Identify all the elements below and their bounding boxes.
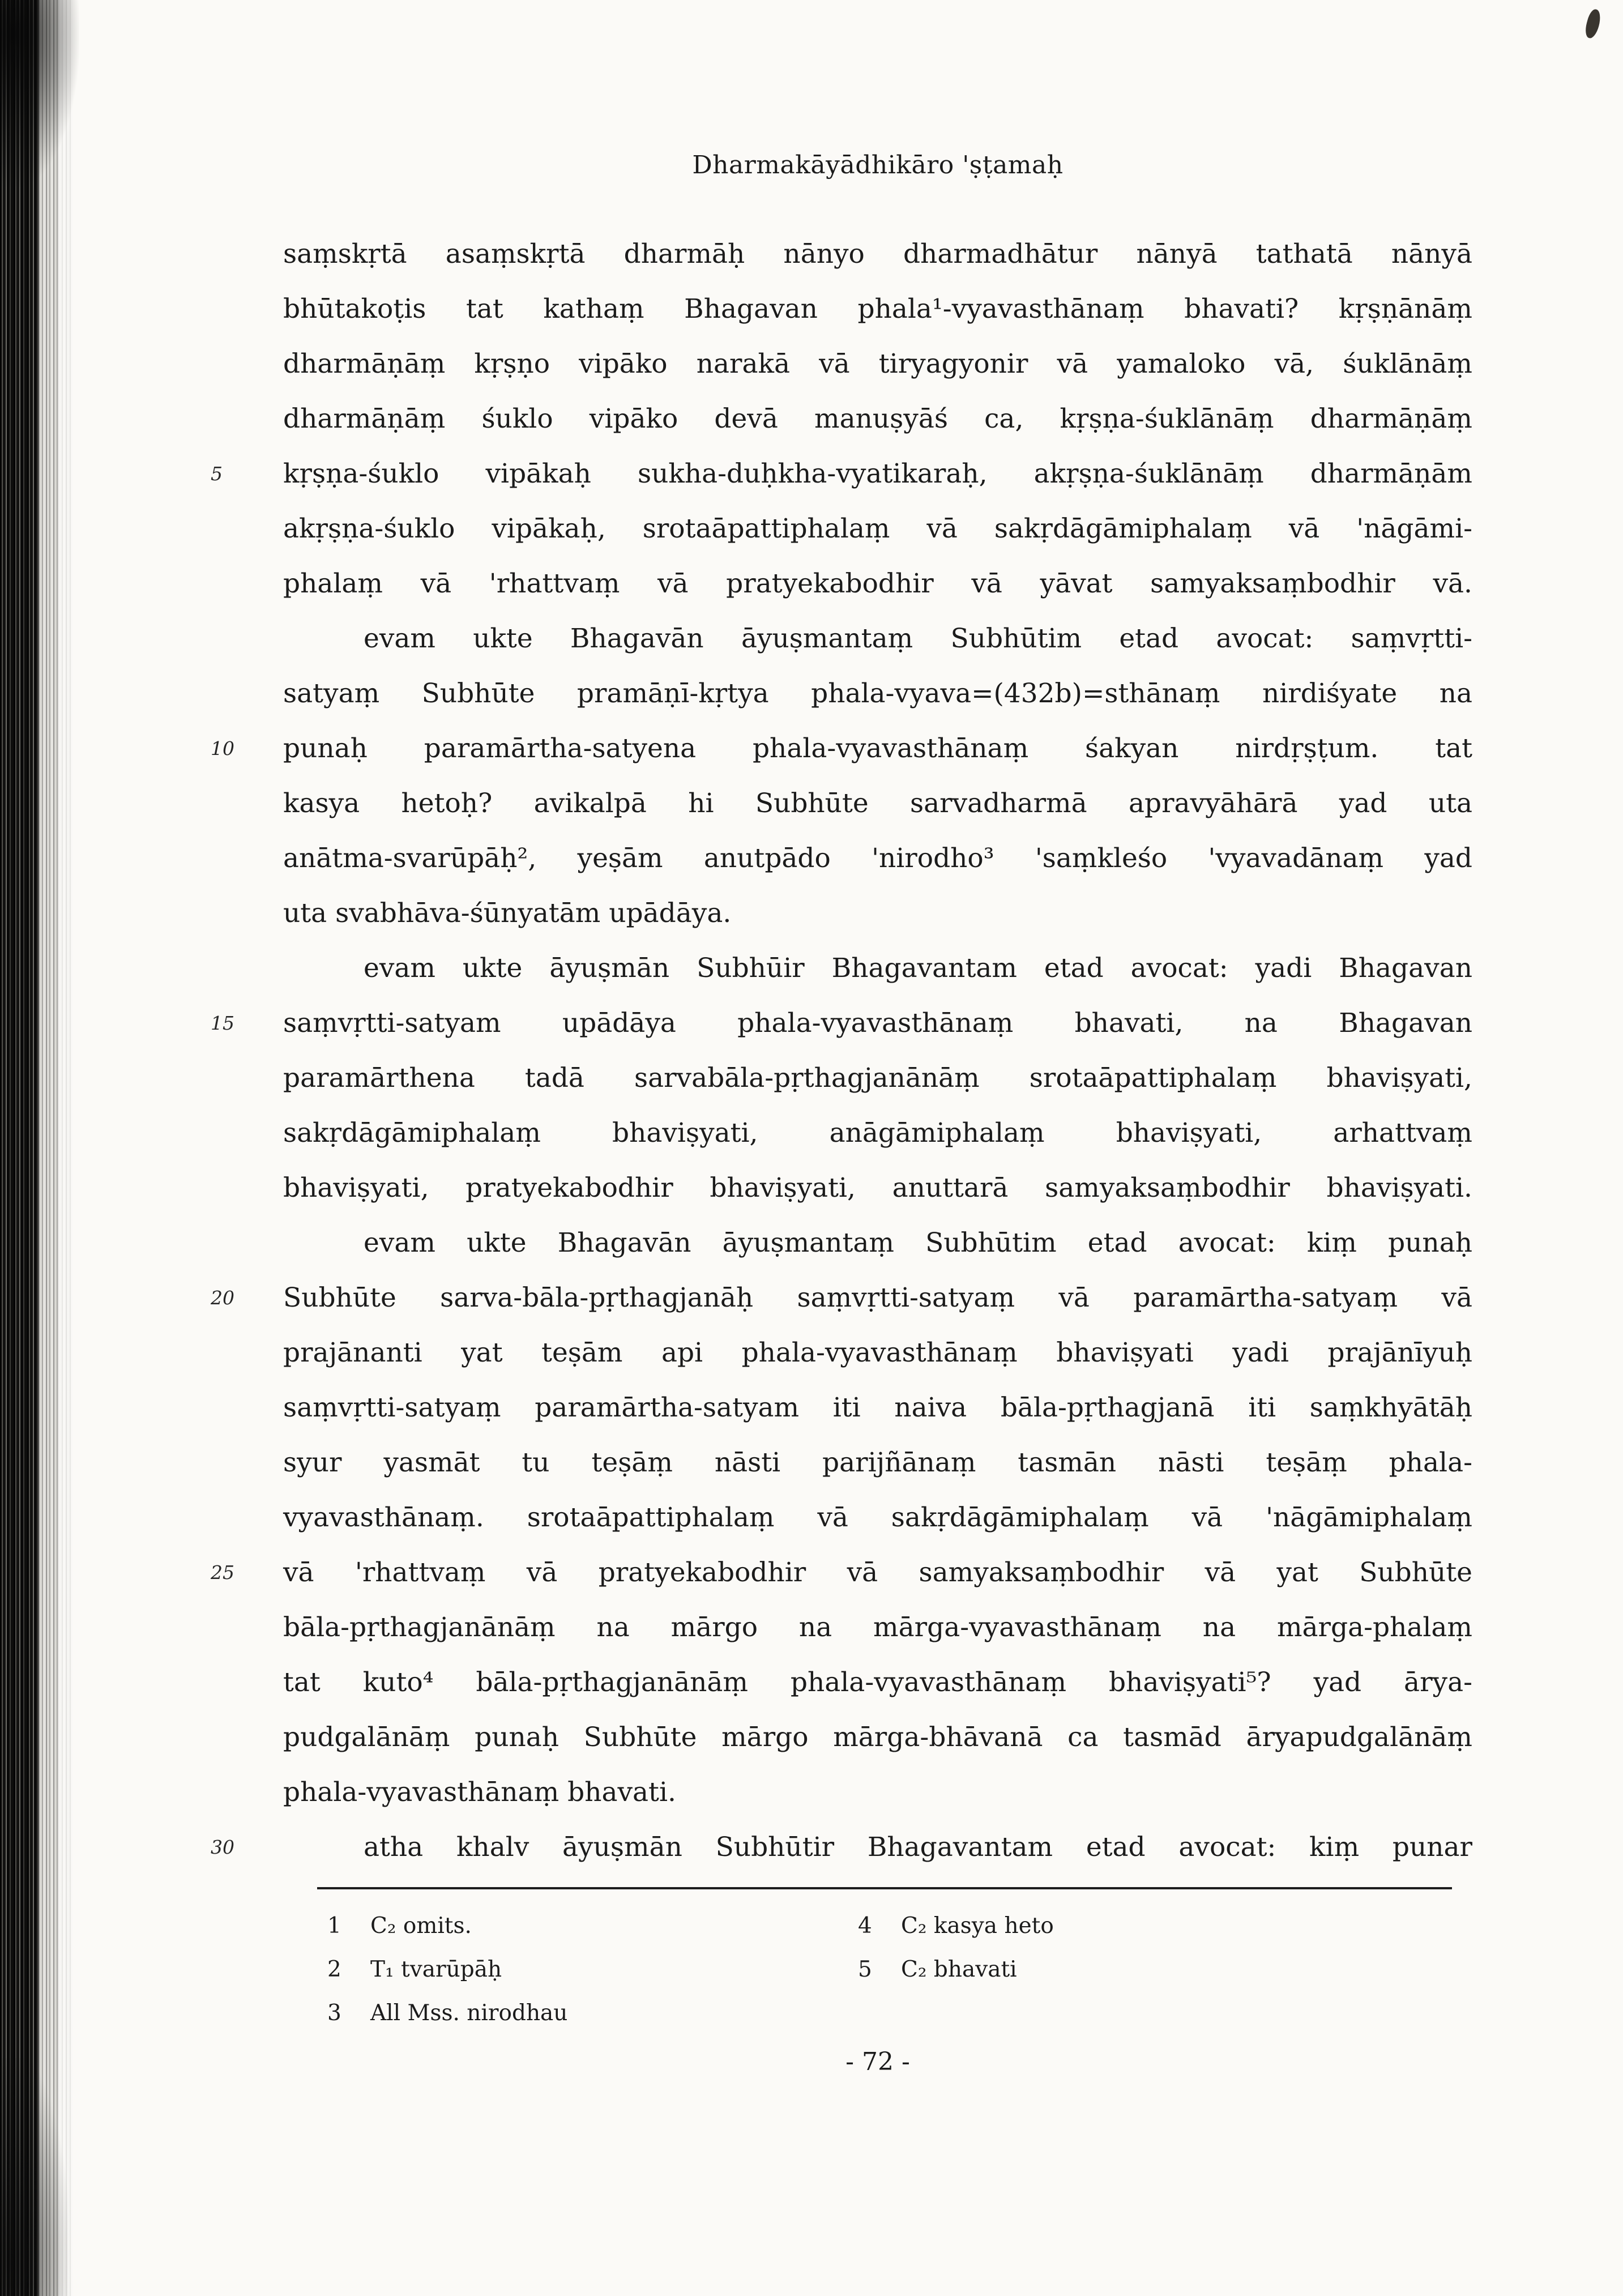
line-text: evam ukte Bhagavān āyuṣmantaṃ Subhūtim etad avocat: saṃvṛtti-: [364, 623, 1472, 654]
footnote-number: 2: [327, 1957, 341, 1982]
text-line: [283, 1160, 1472, 1215]
margin-line-number: 15: [211, 1012, 234, 1034]
binding-shadow-faint: [58, 0, 72, 2296]
page-number: - 72 -: [845, 2047, 910, 2076]
line-text: dharmāṇāṃ kṛṣṇo vipāko narakā vā tiryagyonir vā yamaloko vā, śuklānāṃ: [283, 348, 1472, 379]
line-text: punaḥ paramārtha-satyena phala-vyavasthānaṃ śakyan nirdṛṣṭum. tat: [283, 733, 1472, 764]
footnote: [858, 1904, 1368, 1948]
running-header: Dharmakāyādhikāro 'ṣṭamaḥ: [692, 151, 1064, 180]
footnote-text: C₂ kasya heto: [901, 1913, 1054, 1939]
margin-line-number: 10: [211, 737, 234, 759]
line-text: bhūtakoṭis tat kathaṃ Bhagavan phala¹-vyavasthānaṃ bhavati? kṛṣṇānāṃ: [283, 293, 1472, 325]
line-text: paramārthena tadā sarvabāla-pṛthagjanānāṃ srotaāpattiphalaṃ bhaviṣyati,: [283, 1062, 1472, 1094]
line-text: saṃskṛtā asaṃskṛtā dharmāḥ nānyo dharmadhātur nānyā tathatā nānyā: [283, 238, 1472, 270]
margin-line-number: 5: [211, 463, 223, 485]
text-line: [283, 666, 1472, 721]
text-line: [283, 1600, 1472, 1655]
text-line: [283, 1435, 1472, 1490]
text-line: [283, 776, 1472, 831]
line-text: prajānanti yat teṣām api phala-vyavasthānaṃ bhaviṣyati yadi prajānīyuḥ: [283, 1337, 1472, 1368]
line-text: evam ukte Bhagavān āyuṣmantaṃ Subhūtim etad avocat: kiṃ punaḥ: [364, 1227, 1472, 1258]
margin-line-number: 25: [211, 1561, 234, 1584]
text-line: [211, 1545, 1472, 1600]
text-line: [283, 831, 1472, 886]
text-line: [283, 227, 1472, 281]
text-line: [283, 1106, 1472, 1160]
text-line: [283, 1380, 1472, 1435]
line-text: bāla-pṛthagjanānāṃ na mārgo na mārga-vyavasthānaṃ na mārga-phalaṃ: [283, 1612, 1472, 1643]
line-text: atha khalv āyuṣmān Subhūtir Bhagavantam etad avocat: kiṃ punar: [364, 1832, 1472, 1863]
text-line: [283, 391, 1472, 446]
footnote-column-right: [858, 1904, 1368, 1991]
text-line: [283, 556, 1472, 611]
text-line: [283, 336, 1472, 391]
footnote-number: 3: [327, 2000, 341, 2026]
line-text: phala-vyavasthānaṃ bhavati.: [283, 1777, 676, 1808]
text-line: [283, 941, 1472, 996]
text-line: [211, 446, 1472, 501]
footnote: [327, 1991, 837, 2035]
binding-shadow-fade: [39, 0, 58, 2296]
footnote-text: C₂ omits.: [370, 1913, 472, 1939]
scan-artifact-top-right: [1583, 8, 1603, 40]
footnote-number: 4: [858, 1913, 872, 1939]
line-text: kṛṣṇa-śuklo vipākaḥ sukha-duḥkha-vyatikaraḥ, akṛṣṇa-śuklānāṃ dharmāṇām: [283, 458, 1472, 489]
footnotes: [283, 1904, 1472, 2040]
line-text: kasya hetoḥ? avikalpā hi Subhūte sarvadharmā apravyāhārā yad uta: [283, 788, 1472, 819]
text-line: [283, 886, 1472, 941]
body-text-block: [211, 227, 1472, 1875]
line-text: saṃvṛtti-satyam upādāya phala-vyavasthānaṃ bhavati, na Bhagavan: [283, 1008, 1472, 1039]
scan-artifact-top-left: [0, 0, 79, 187]
text-line: [283, 611, 1472, 666]
line-text: saṃvṛtti-satyaṃ paramārtha-satyam iti naiva bāla-pṛthagjanā iti saṃkhyātāḥ: [283, 1392, 1472, 1423]
line-text: sakṛdāgāmiphalaṃ bhaviṣyati, anāgāmiphalaṃ bhaviṣyati, arhattvaṃ: [283, 1117, 1472, 1149]
line-text: vā 'rhattvaṃ vā pratyekabodhir vā samyaksaṃbodhir vā yat Subhūte: [283, 1557, 1472, 1588]
line-text: bhaviṣyati, pratyekabodhir bhaviṣyati, anuttarā samyaksaṃbodhir bhaviṣyati.: [283, 1172, 1472, 1204]
margin-line-number: 30: [211, 1836, 234, 1858]
line-text: Subhūte sarva-bāla-pṛthagjanāḥ saṃvṛtti-satyaṃ vā paramārtha-satyaṃ vā: [283, 1282, 1472, 1313]
text-line: [283, 281, 1472, 336]
text-line: [283, 501, 1472, 556]
text-line: [283, 1655, 1472, 1710]
line-text: satyaṃ Subhūte pramāṇī-kṛtya phala-vyava=(432b)=sthānaṃ nirdiśyate na: [283, 678, 1472, 709]
footnote-number: 5: [858, 1957, 872, 1982]
text-line: [283, 1710, 1472, 1765]
text-line: [283, 1215, 1472, 1270]
line-text: uta svabhāva-śūnyatām upādāya.: [283, 898, 732, 929]
line-text: vyavasthānaṃ. srotaāpattiphalaṃ vā sakṛdāgāmiphalaṃ vā 'nāgāmiphalaṃ: [283, 1502, 1472, 1533]
text-line: [283, 1051, 1472, 1106]
footnote-number: 1: [327, 1913, 341, 1939]
text-lines: [211, 227, 1472, 1875]
margin-line-number: 20: [211, 1287, 234, 1309]
scan-artifact-bottom-left: [0, 2058, 68, 2296]
text-line: [211, 721, 1472, 776]
text-line: [211, 996, 1472, 1051]
footnote-text: C₂ bhavati: [901, 1957, 1017, 1982]
footnote: [327, 1904, 837, 1948]
line-text: pudgalānāṃ punaḥ Subhūte mārgo mārga-bhāvanā ca tasmād āryapudgalānāṃ: [283, 1722, 1472, 1753]
footnote-rule: [317, 1887, 1452, 1889]
line-text: dharmāṇāṃ śuklo vipāko devā manuṣyāś ca, kṛṣṇa-śuklānāṃ dharmāṇāṃ: [283, 403, 1472, 434]
text-line: [283, 1325, 1472, 1380]
line-text: anātma-svarūpāḥ², yeṣām anutpādo 'nirodho³ 'saṃkleśo 'vyavadānaṃ yad: [283, 843, 1472, 874]
line-text: akṛṣṇa-śuklo vipākaḥ, srotaāpattiphalaṃ vā sakṛdāgāmiphalaṃ vā 'nāgāmi-: [283, 513, 1472, 544]
line-text: evam ukte āyuṣmān Subhūir Bhagavantam etad avocat: yadi Bhagavan: [364, 953, 1472, 984]
line-text: tat kuto⁴ bāla-pṛthagjanānāṃ phala-vyavasthānaṃ bhaviṣyati⁵? yad ārya-: [283, 1667, 1472, 1698]
text-line: [283, 1490, 1472, 1545]
footnote: [858, 1948, 1368, 1991]
footnote: [327, 1948, 837, 1991]
binding-shadow-streaks: [0, 0, 39, 2296]
footnote-text: All Mss. nirodhau: [370, 2000, 568, 2026]
footnote-column-left: [327, 1904, 837, 2035]
line-text: syur yasmāt tu teṣāṃ nāsti parijñānaṃ tasmān nāsti teṣāṃ phala-: [283, 1447, 1472, 1478]
line-text: phalaṃ vā 'rhattvaṃ vā pratyekabodhir vā yāvat samyaksaṃbodhir vā.: [283, 568, 1472, 599]
text-line: [211, 1820, 1472, 1875]
footnote-text: T₁ tvarūpāḥ: [370, 1957, 502, 1982]
text-line: [283, 1765, 1472, 1820]
text-line: [211, 1270, 1472, 1325]
